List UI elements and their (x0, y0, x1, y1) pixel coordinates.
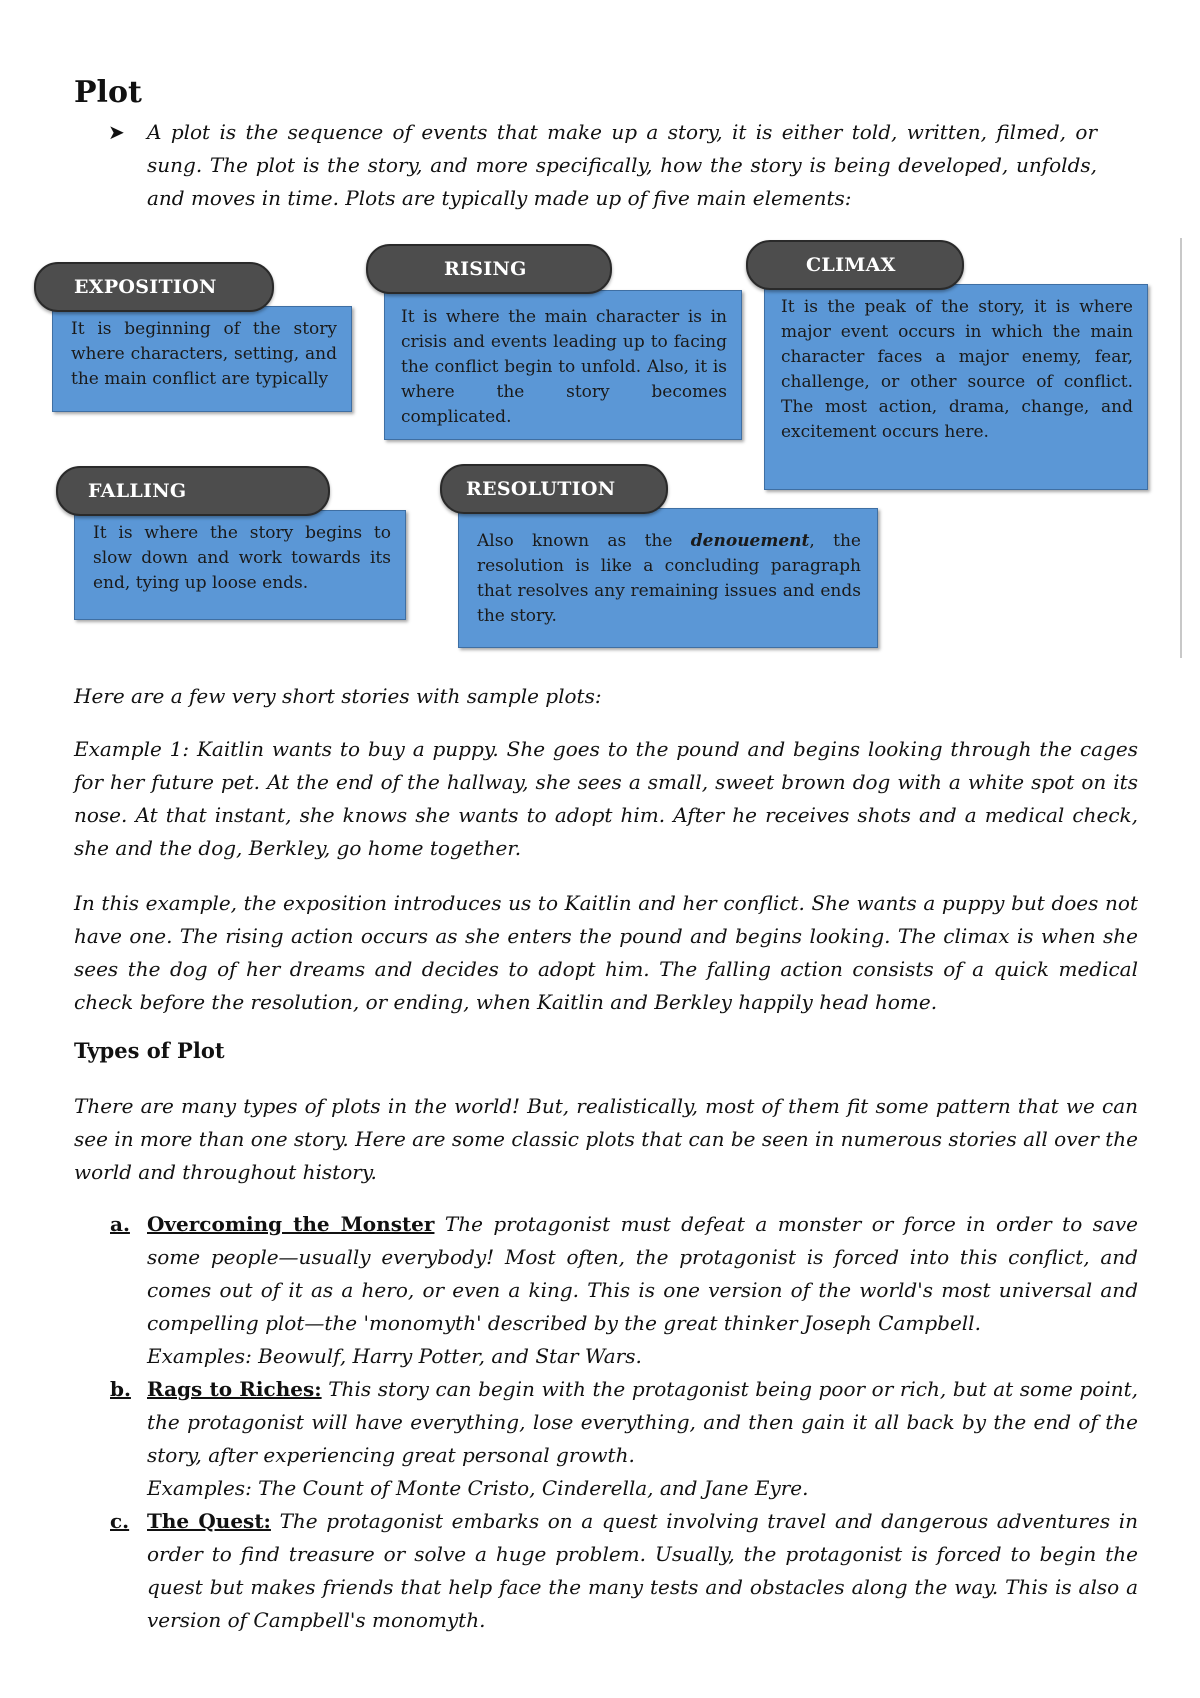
rising-text: It is where the main character is in crisis and events leading up to facing the conflict begin to unfold. Also, it is where the story becomes complicated. (401, 307, 727, 427)
falling-box (74, 510, 406, 620)
denouement-term: denouement (690, 531, 810, 551)
rising-box (384, 290, 742, 440)
climax-box (764, 284, 1148, 490)
list-marker: b. (110, 1377, 131, 1401)
examples-intro: Here are a few very short stories with sample plots: (74, 684, 602, 708)
rising-label: RISING (366, 244, 612, 294)
plot-type-description: The protagonist must defeat a monster or force in order to save some people—usually everybody! Most often, the protagonist is forced into this conflict, and comes out of it as a hero, or even a king. This is one version of the world's most universal and compelling plot—the 'monomyth' described by the great thinker Joseph Campbell. (147, 1212, 1138, 1335)
exposition-text: It is beginning of the story where characters, setting, and the main conflict are typically (71, 319, 337, 389)
arrow-bullet-icon: ➤ (108, 120, 125, 144)
list-marker: c. (110, 1509, 130, 1533)
page-edge-rule (1180, 238, 1182, 658)
plot-type-title: Rags to Riches: (147, 1377, 322, 1401)
climax-text: It is the peak of the story, it is where major event occurs in which the main character faces a major enemy, fear, challenge, or other source of conflict. The most action, drama, change, and excitement occurs here. (781, 297, 1133, 442)
resolution-label: RESOLUTION (440, 464, 668, 514)
plot-type-description: The protagonist embarks on a quest involving travel and dangerous adventures in order to find treasure or solve a huge problem. Usually, the protagonist is forced to begin the quest but makes friends that help face the many tests and obstacles along the way. This is also a version of Campbell's monomyth. (147, 1509, 1138, 1632)
plot-type-examples: Examples: The Count of Monte Cristo, Cinderella, and Jane Eyre. (147, 1476, 809, 1500)
exposition-box (52, 306, 352, 412)
resolution-text-before: Also known as the (477, 531, 691, 551)
list-item (110, 1208, 1138, 1373)
types-intro-paragraph: There are many types of plots in the world! But, realistically, most of them fit some pattern that we can see in more than one story. Here are some classic plots that can be seen in numerous stories all over the world and throughout history. (74, 1094, 1138, 1184)
falling-label: FALLING (56, 466, 330, 516)
resolution-text-after: , the resolution is like a concluding paragraph that resolves any remaining issues and ends the story. (477, 531, 861, 626)
page-title: Plot (74, 75, 142, 110)
example-1-paragraph: Example 1: Kaitlin wants to buy a puppy. She goes to the pound and begins looking through the cages for her future pet. At the end of the hallway, she sees a small, sweet brown dog with a white spot on its nose. At that instant, she knows she wants to adopt him. After he receives shots and a medical check, she and the dog, Berkley, go home together. (74, 737, 1138, 860)
falling-text: It is where the story begins to slow down and work towards its end, tying up loose ends. (93, 523, 391, 593)
list-marker: a. (110, 1212, 130, 1236)
intro-paragraph: A plot is the sequence of events that make up a story, it is either told, written, filmed, or sung. The plot is the story, and more specifically, how the story is being developed, unfolds, and moves in time. Plots are typically made up of five main elements: (147, 120, 1097, 210)
climax-label: CLIMAX (746, 240, 964, 290)
list-item (110, 1505, 1138, 1637)
plot-type-examples: Examples: Beowulf, Harry Potter, and Star Wars. (147, 1344, 642, 1368)
plot-type-title: Overcoming the Monster (147, 1212, 435, 1236)
plot-type-description: This story can begin with the protagonist being poor or rich, but at some point, the protagonist will have everything, lose everything, and then gain it all back by the end of the story, after experiencing great personal growth. (147, 1377, 1139, 1467)
plot-type-title: The Quest: (147, 1509, 271, 1533)
list-item (110, 1373, 1138, 1505)
types-heading: Types of Plot (74, 1038, 225, 1063)
resolution-box (458, 508, 878, 648)
exposition-label: EXPOSITION (34, 262, 274, 312)
analysis-paragraph: In this example, the exposition introduces us to Kaitlin and her conflict. She wants a puppy but does not have one. The rising action occurs as she enters the pound and begins looking. The climax is when she sees the dog of her dreams and decides to adopt him. The falling action consists of a quick medical check before the resolution, or ending, when Kaitlin and Berkley happily head home. (74, 891, 1138, 1014)
